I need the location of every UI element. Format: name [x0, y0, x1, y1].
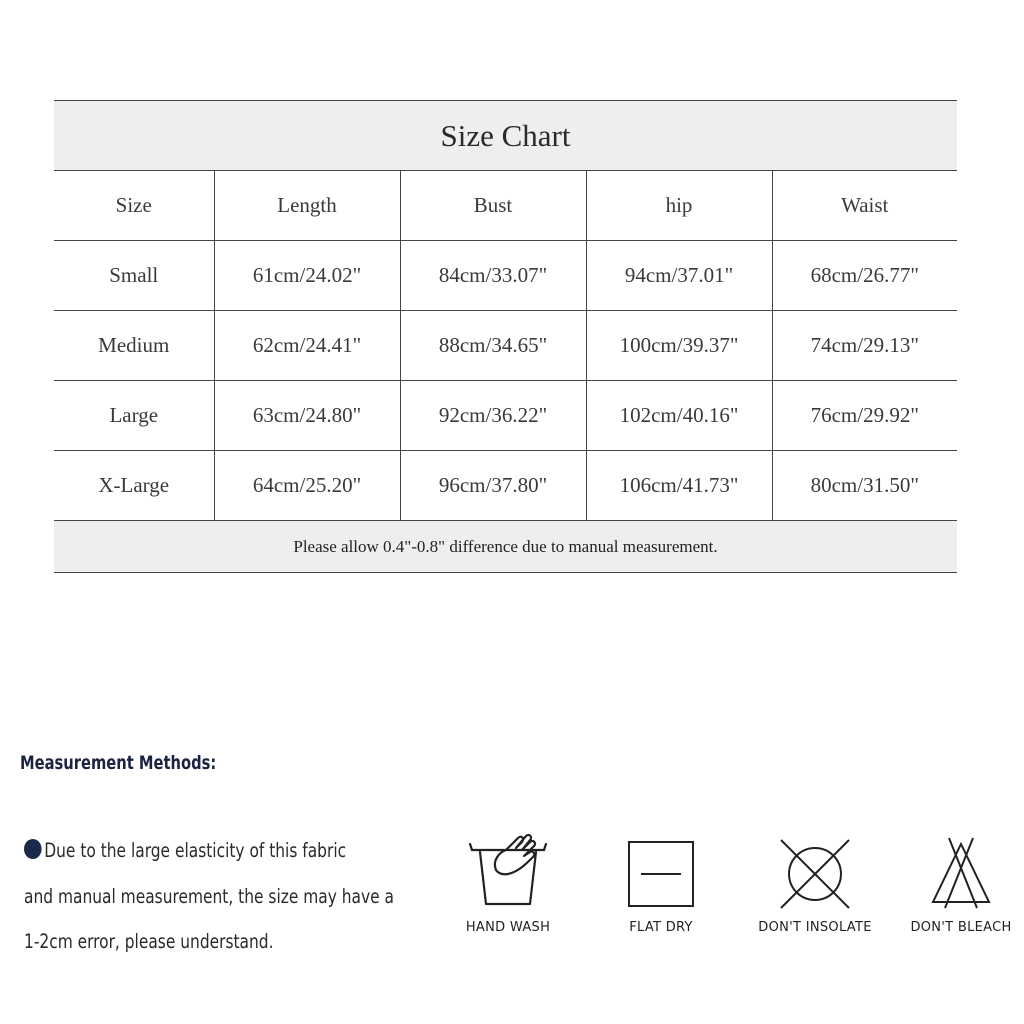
column-header-bust: Bust — [400, 171, 586, 241]
description-line: 1-2cm error, please understand. — [24, 930, 274, 953]
dont-insolate-label: DON'T INSOLATE — [758, 920, 872, 935]
table-row — [54, 381, 957, 451]
column-header-length: Length — [214, 171, 400, 241]
description-line: Due to the large elasticity of this fabric — [24, 828, 446, 874]
length-cell: 61cm/24.02" — [214, 241, 400, 311]
column-header-waist: Waist — [772, 171, 957, 241]
care-item-flat-dry — [596, 830, 726, 935]
waist-cell: 76cm/29.92" — [772, 381, 957, 451]
length-cell: 62cm/24.41" — [214, 311, 400, 381]
description-line: and manual measurement, the size may have a — [24, 884, 395, 908]
flat-dry-icon — [619, 830, 703, 910]
bust-cell: 96cm/37.80" — [400, 451, 586, 521]
table-title-row — [54, 101, 957, 171]
waist-cell: 80cm/31.50" — [772, 451, 957, 521]
hip-cell: 106cm/41.73" — [586, 451, 772, 521]
flat-dry-label: FLAT DRY — [629, 920, 693, 935]
do-not-tumble-dry-icon — [773, 830, 857, 910]
size-cell: X-Large — [54, 451, 214, 521]
do-not-bleach-icon — [919, 830, 1003, 910]
hip-cell: 102cm/40.16" — [586, 381, 772, 451]
table-header-row — [54, 171, 957, 241]
length-cell: 63cm/24.80" — [214, 381, 400, 451]
care-item-hand-wash — [443, 830, 573, 935]
column-header-size: Size — [54, 171, 214, 241]
bust-cell: 92cm/36.22" — [400, 381, 586, 451]
column-header-hip: hip — [586, 171, 772, 241]
size-chart-table — [54, 100, 957, 573]
care-item-dont-bleach — [896, 830, 1024, 935]
bullet-dot-icon — [24, 839, 42, 859]
bust-cell: 84cm/33.07" — [400, 241, 586, 311]
size-chart-title: Size Chart — [54, 101, 957, 171]
table-row — [54, 451, 957, 521]
table-row — [54, 241, 957, 311]
measurement-note: Please allow 0.4"-0.8" difference due to manual measurement. — [54, 521, 957, 573]
waist-cell: 74cm/29.13" — [772, 311, 957, 381]
measurement-methods-title: Measurement Methods: — [20, 752, 217, 774]
bust-cell: 88cm/34.65" — [400, 311, 586, 381]
table-note-row — [54, 521, 957, 573]
waist-cell: 68cm/26.77" — [772, 241, 957, 311]
measurement-description — [24, 828, 446, 965]
care-item-dont-insolate — [750, 830, 880, 935]
size-cell: Large — [54, 381, 214, 451]
size-cell: Medium — [54, 311, 214, 381]
table-row — [54, 311, 957, 381]
dont-bleach-label: DON'T BLEACH — [910, 920, 1012, 935]
size-cell: Small — [54, 241, 214, 311]
length-cell: 64cm/25.20" — [214, 451, 400, 521]
hand-wash-icon — [466, 830, 550, 910]
hand-wash-label: HAND WASH — [465, 920, 551, 935]
hip-cell: 100cm/39.37" — [586, 311, 772, 381]
hip-cell: 94cm/37.01" — [586, 241, 772, 311]
